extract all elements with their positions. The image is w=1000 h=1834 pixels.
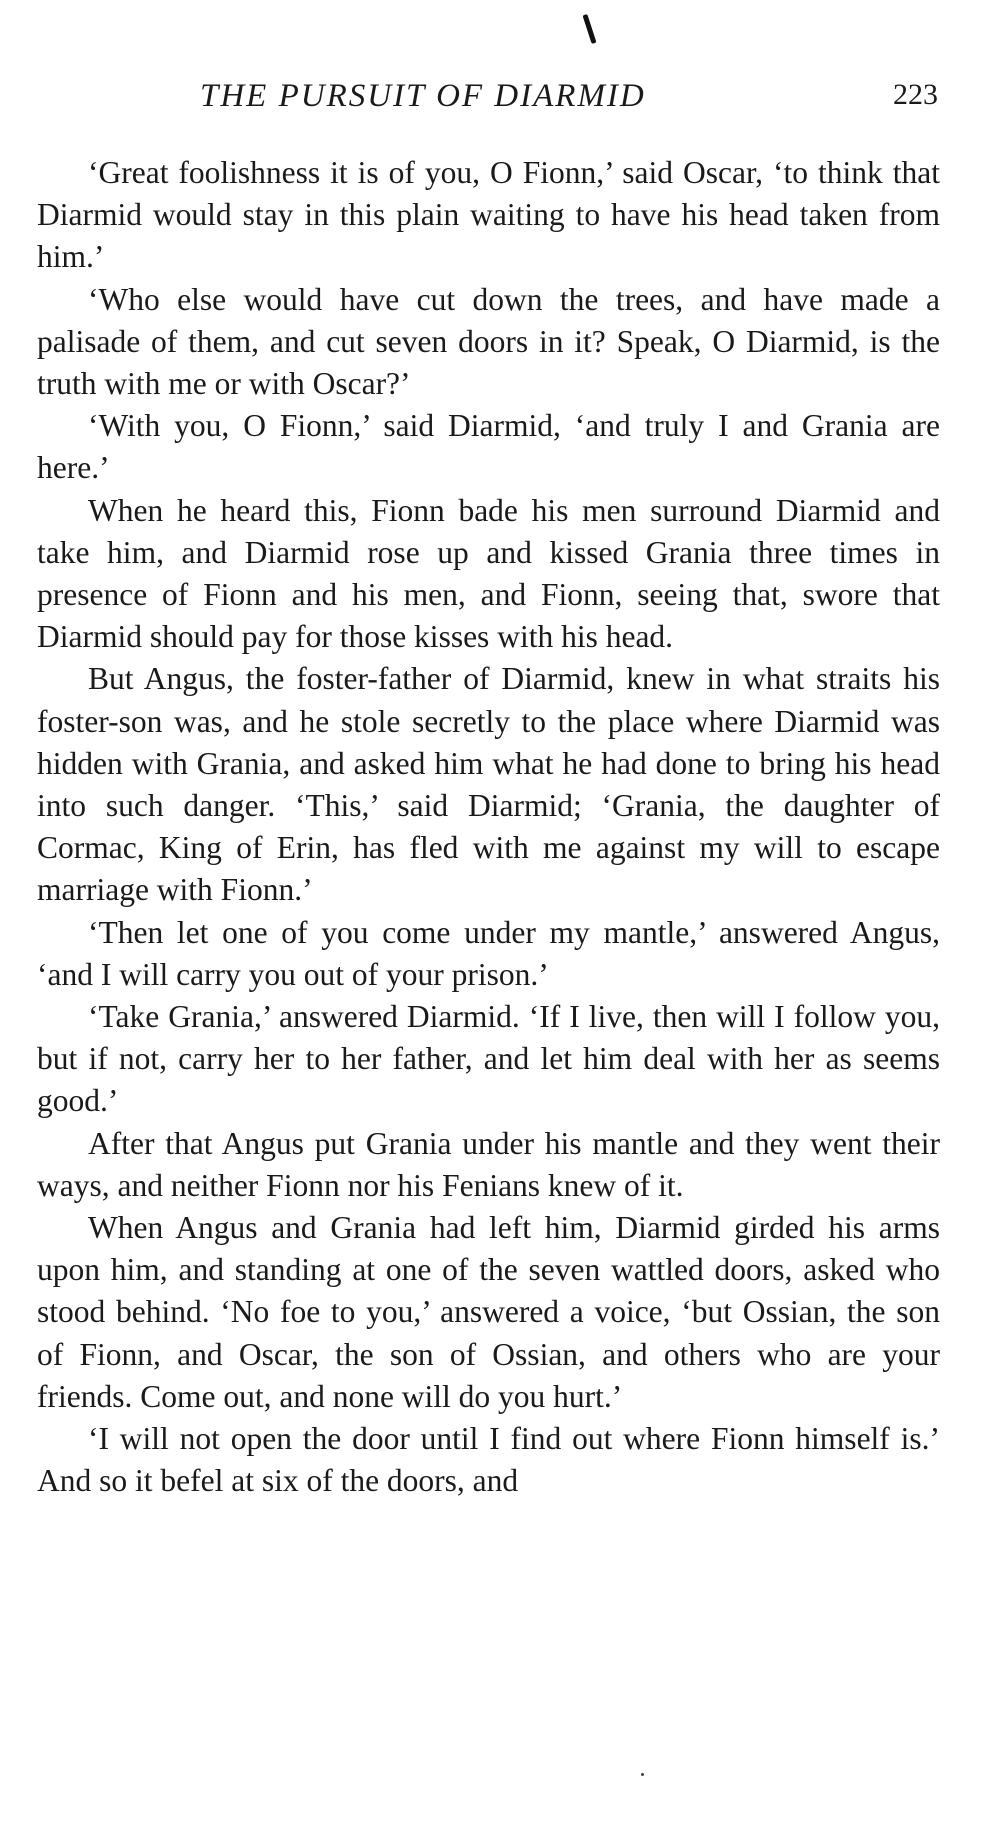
paragraph: ‘With you, O Fionn,’ said Diarmid, ‘and truly I and Grania are here.’: [37, 408, 940, 486]
paragraph: ‘Who else would have cut down the trees, and have made a palisade of them, and cut seven doors in it? Speak, O Diarmid, is the truth with me or with Oscar?’: [37, 281, 940, 402]
body-text: [37, 152, 940, 1503]
running-title: THE PURSUIT OF DIARMID: [200, 78, 646, 114]
paragraph: But Angus, the foster-father of Diarmid, knew in what straits his foster-son was, and he stole secretly to the place where Diarmid was hidden with Grania, and asked him what he had done to bring his head into such danger. ‘This,’ said Diarmid; ‘Grania, the daughter of Cormac, King of Erin, has fled with me against my will to escape marriage with Fionn.’: [37, 661, 940, 908]
paragraph: ‘Great foolishness it is of you, O Fionn,’ said Oscar, ‘to think that Diarmid would stay in this plain waiting to have his head taken from him.’: [37, 155, 940, 275]
paragraph: ‘Then let one of you come under my mantle,’ answered Angus, ‘and I will carry you out of your prison.’: [37, 914, 940, 992]
page-number: 223: [893, 78, 938, 111]
paragraph: When he heard this, Fionn bade his men surround Diarmid and take him, and Diarmid rose up and kissed Grania three times in presence of Fionn and his men, and Fionn, seeing that, swore that Diarmid should pay for those kisses with his head.: [37, 492, 940, 655]
speck: [641, 1773, 644, 1776]
paragraph: ‘I will not open the door until I find out where Fionn himself is.’ And so it befel at six of the doors, and: [37, 1421, 940, 1499]
scan-mark: [582, 14, 596, 44]
page-header: [40, 78, 938, 128]
paragraph: When Angus and Grania had left him, Diarmid girded his arms upon him, and standing at one of the seven wattled doors, asked who stood behind. ‘No foe to you,’ answered a voice, ‘but Ossian, the son of Fionn, and Oscar, the son of Ossian, and others who are your friends. Come out, and none will do you hurt.’: [37, 1210, 940, 1414]
paragraph: ‘Take Grania,’ answered Diarmid. ‘If I live, then will I follow you, but if not, carry her to her father, and let him deal with her as seems good.’: [37, 999, 940, 1119]
paragraph: After that Angus put Grania under his mantle and they went their ways, and neither Fionn nor his Fenians knew of it.: [37, 1125, 940, 1203]
